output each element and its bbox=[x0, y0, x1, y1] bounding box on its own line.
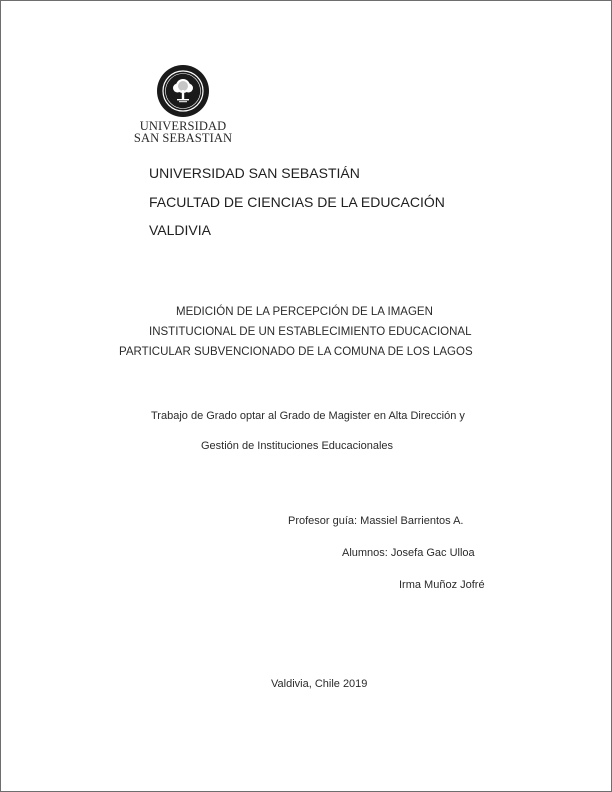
university-logo bbox=[128, 64, 238, 144]
thesis-title-line2: INSTITUCIONAL DE UN ESTABLECIMIENTO EDUCACIONAL bbox=[149, 326, 472, 338]
faculty-name: FACULTAD DE CIENCIAS DE LA EDUCACIÓN bbox=[149, 194, 445, 210]
university-seal-icon bbox=[156, 64, 210, 118]
students-line2: Irma Muñoz Jofré bbox=[399, 579, 485, 591]
advisor-line: Profesor guía: Massiel Barrientos A. bbox=[288, 515, 464, 527]
thesis-title-line1: MEDICIÓN DE LA PERCEPCIÓN DE LA IMAGEN bbox=[176, 306, 433, 318]
thesis-title-line3: PARTICULAR SUBVENCIONADO DE LA COMUNA DE LOS LAGOS bbox=[119, 346, 473, 358]
logo-wordmark-line1: UNIVERSIDAD bbox=[139, 119, 227, 133]
logo-wordmark bbox=[128, 120, 238, 144]
degree-line2: Gestión de Instituciones Educacionales bbox=[201, 440, 394, 452]
city-name: VALDIVIA bbox=[149, 222, 211, 238]
place-date: Valdivia, Chile 2019 bbox=[271, 678, 368, 690]
degree-line1: Trabajo de Grado optar al Grado de Magister en Alta Dirección y bbox=[151, 410, 465, 422]
university-name: UNIVERSIDAD SAN SEBASTIÁN bbox=[149, 165, 360, 181]
logo-wordmark-line2: SAN SEBASTIAN bbox=[133, 131, 233, 145]
students-line1: Alumnos: Josefa Gac Ulloa bbox=[342, 547, 475, 559]
